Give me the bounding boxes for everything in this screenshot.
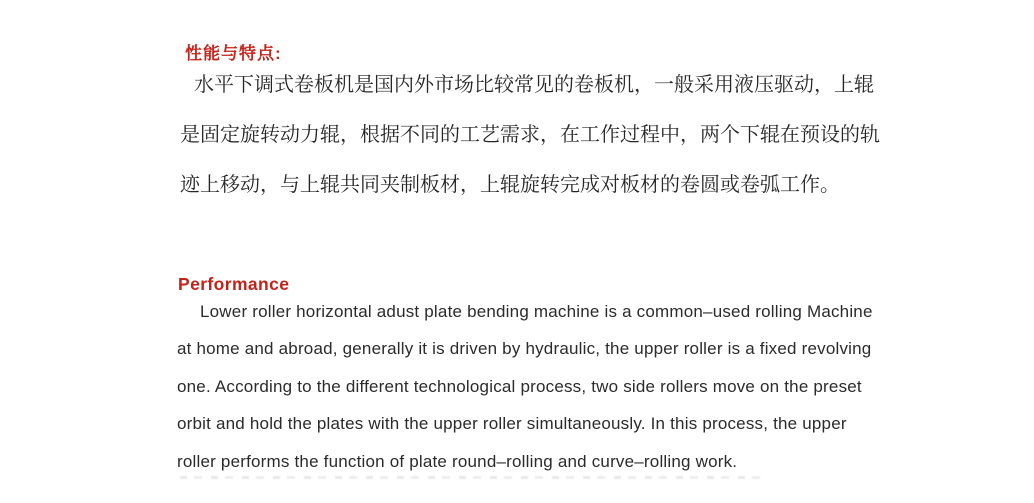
chinese-paragraph-line: 迹上移动，与上辊共同夹制板材，上辊旋转完成对板材的卷圆或卷弧工作。 [180, 174, 840, 196]
english-section-heading: Performance [178, 274, 290, 294]
chinese-paragraph-line: 是固定旋转动力辊，根据不同的工艺需求，在工作过程中，两个下辊在预设的轨 [180, 124, 880, 146]
chinese-paragraph [180, 60, 900, 210]
chinese-paragraph-line: 水平下调式卷板机是国内外市场比较常见的卷板机，一般采用液压驱动，上辊 [194, 74, 874, 96]
english-paragraph [177, 293, 907, 480]
english-paragraph-line: at home and abroad, generally it is driven by hydraulic, the upper roller is a fixed revolving [177, 339, 872, 359]
english-paragraph-line: Lower roller horizontal adust plate bending machine is a common–used rolling Machine [200, 302, 873, 321]
cutoff-text-artifact [180, 476, 765, 479]
chinese-section-heading: 性能与特点: [185, 44, 282, 63]
english-paragraph-line: orbit and hold the plates with the upper roller simultaneously. In this process, the upper [177, 414, 847, 434]
english-paragraph-line: one. According to the different technological process, two side rollers move on the preset [177, 376, 862, 396]
english-paragraph-line: roller performs the function of plate round–rolling and curve–rolling work. [177, 451, 738, 471]
